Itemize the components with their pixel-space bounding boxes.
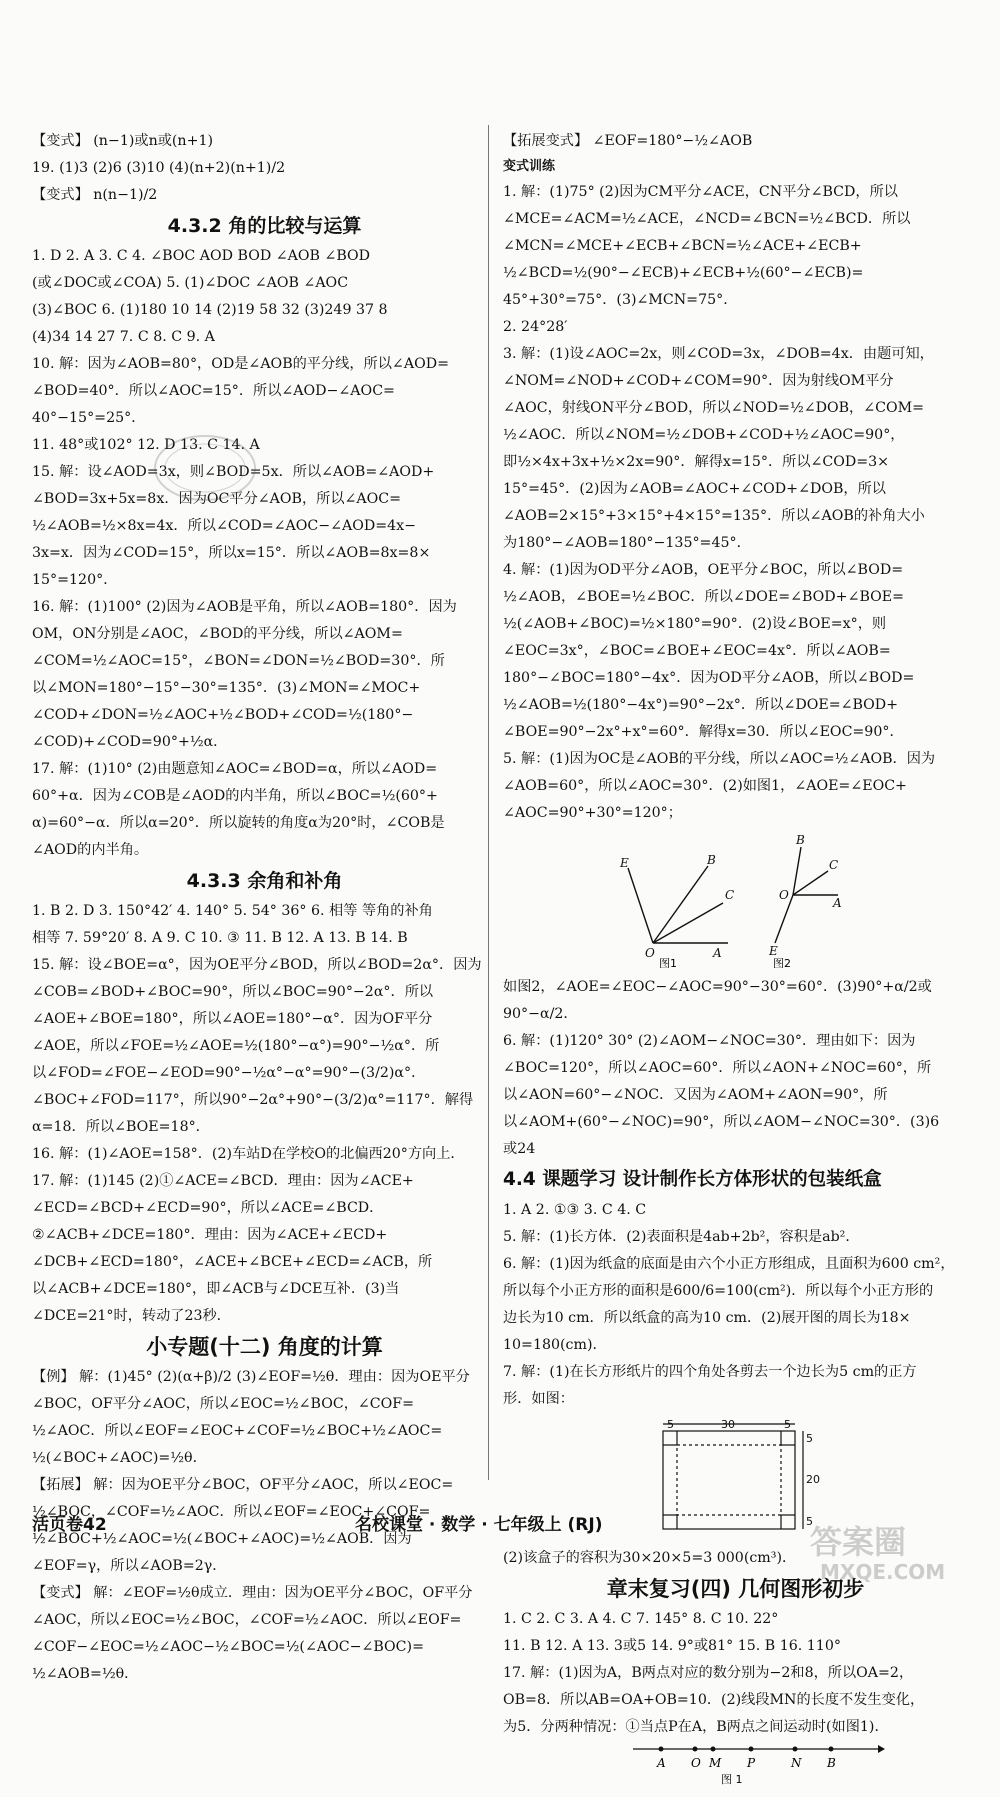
text-line: ∠BOC+∠FOD=117°，所以90°−2α°+90°−(3/2)α°=117°．解得 xyxy=(32,1092,474,1108)
number-line-label: B xyxy=(827,1756,836,1770)
text-line: 1. D 2. A 3. C 4. ∠BOC AOD BOD ∠AOB ∠BOD xyxy=(32,248,371,264)
number-line-arrow xyxy=(878,1745,885,1753)
text-line: ∠AOC=90°+30°=120°； xyxy=(503,805,682,821)
text-line: ∠BOD=40°．所以∠AOC=15°．所以∠AOD−∠AOC= xyxy=(32,383,395,399)
number-line-label: A xyxy=(657,1756,666,1770)
number-line-point xyxy=(693,1747,698,1752)
text-line: ½∠AOC．所以∠NOM=½∠DOB+∠COD+½∠AOC=90°， xyxy=(503,427,905,443)
section-4-3-3-body xyxy=(32,898,497,1330)
text-line: ②∠ACB+∠DCE=180°．理由：因为∠ACE+∠ECD+ xyxy=(32,1227,388,1243)
fig2-ray-oc xyxy=(793,871,828,895)
text-line: ∠ECD=∠BCD+∠ECD=90°，所以∠ACE=∠BCD． xyxy=(32,1200,384,1216)
fig2-label-b: B xyxy=(796,833,805,847)
text-line: 【变式】 n(n−1)/2 xyxy=(32,187,158,203)
text-line: 5. 解：(1)因为OC是∠AOB的平分线，所以∠AOC=½∠AOB．因为 xyxy=(503,751,936,767)
number-line-label: N xyxy=(791,1756,802,1770)
fig2-label-o: O xyxy=(779,888,789,902)
text-line: α=18．所以∠BOE=18°． xyxy=(32,1119,210,1135)
text-line: 边长为10 cm．所以纸盒的高为10 cm．(2)展开图的周长为18× xyxy=(503,1310,911,1326)
text-line: ∠DCB+∠ECD=180°，∠ACE+∠BCE+∠ECD=∠ACB，所 xyxy=(32,1254,433,1270)
text-line: 以∠AON=60°−∠NOC．又因为∠AOM+∠AON=90°，所 xyxy=(503,1087,888,1103)
text-line: ½∠BOC，∠COF=½∠AOC．所以∠EOF=∠EOC+∠COF= xyxy=(32,1504,431,1520)
box-base-dashed xyxy=(677,1445,781,1515)
text-line: 6. 解：(1)120° 30° (2)∠AOM−∠NOC=30°．理由如下：因为 xyxy=(503,1033,916,1049)
text-line: 1. C 2. C 3. A 4. C 7. 145° 8. C 10. 22° xyxy=(503,1611,779,1627)
text-line: ½∠AOC．所以∠EOF=∠EOC+∠COF=½∠BOC+½∠AOC= xyxy=(32,1423,443,1439)
text-line: 所以每个小正方形的面积是600/6=100(cm²)．所以每个小正方形的 xyxy=(503,1283,934,1299)
site-logo-watermark xyxy=(800,1515,975,1585)
number-line-label: O xyxy=(691,1756,701,1770)
fig2-label-e: E xyxy=(769,944,778,958)
text-line: 【例】 解：(1)45° (2)(α+β)/2 (3)∠EOF=½θ．理由：因为OE平分 xyxy=(32,1369,470,1385)
section-title-4-4: 4.4 课题学习 设计制作长方体形状的包装纸盒 xyxy=(503,1169,882,1190)
text-line: 1. 解：(1)75° (2)因为CM平分∠ACE，CN平分∠BCD，所以 xyxy=(503,184,898,200)
stamp-watermark xyxy=(150,430,260,505)
text-line: 【变式】 (n−1)或n或(n+1) xyxy=(32,133,214,149)
section-4-4-volume-line: (2)该盒子的容积为30×20×5=3 000(cm³)． xyxy=(503,1550,797,1566)
text-line: ½(∠BOC+∠AOC)=½θ． xyxy=(32,1450,207,1466)
angle-figures xyxy=(503,833,968,968)
text-line: ∠BOE=90°−2x°+x°=60°．解得x=30．所以∠EOC=90°． xyxy=(503,724,904,740)
fig1-label-b: B xyxy=(707,853,716,867)
dim-label-30: 30 xyxy=(721,1419,735,1431)
text-line: 90°−α/2． xyxy=(503,1006,578,1022)
text-line: 以∠MON=180°−15°−30°=135°．(3)∠MON=∠MOC+ xyxy=(32,680,421,696)
number-line-figure xyxy=(503,1741,968,1787)
text-line: 为180°−∠AOB=180°−135°=45°． xyxy=(503,535,751,551)
fig1-caption: 图1 xyxy=(659,957,677,968)
text-line: ½∠BCD=½(90°−∠ECB)+∠ECB+½(60°−∠ECB)= xyxy=(503,265,864,281)
text-line: 15°=45°．(2)因为∠AOB=∠AOC+∠COD+∠DOB，所以 xyxy=(503,481,886,497)
text-line: ∠MCN=∠MCE+∠ECB+∠BCN=½∠ACE+∠ECB+ xyxy=(503,238,862,254)
section-title-4-3-2: 4.3.2 角的比较与运算 xyxy=(167,215,362,237)
fig2-ray-ob xyxy=(793,847,801,895)
watermark-text-cn: 答案圈 xyxy=(810,1523,907,1561)
text-line: ∠AOB=60°，所以∠AOC=30°．(2)如图1，∠AOE=∠EOC+ xyxy=(503,778,907,794)
number-line-point xyxy=(711,1747,716,1752)
text-line: 3x=x．因为∠COD=15°，所以x=15°．所以∠AOB=8x=8× xyxy=(32,545,431,561)
text-line: 1. B 2. D 3. 150°42′ 4. 140° 5. 54° 36° 6. 相等 等角的补角 xyxy=(32,903,433,919)
number-line-label: M xyxy=(709,1756,722,1770)
text-line: 或24 xyxy=(503,1141,536,1157)
text-line: ∠MCE=∠ACM=½∠ACE，∠NCD=∠BCN=½∠BCD．所以 xyxy=(503,211,911,227)
right-top-lines xyxy=(503,128,968,155)
text-line: ∠AOB=2×15°+3×15°+4×15°=135°．所以∠AOB的补角大小 xyxy=(503,508,925,524)
text-line: ∠BOC=120°，所以∠AOC=60°．所以∠AON+∠NOC=60°，所 xyxy=(503,1060,932,1076)
text-line: 19. (1)3 (2)6 (3)10 (4)(n+2)(n+1)/2 xyxy=(32,160,286,176)
text-line: 4. 解：(1)因为OD平分∠AOB，OE平分∠BOC，所以∠BOD= xyxy=(503,562,904,578)
text-line: 6. 解：(1)因为纸盒的底面是由六个小正方形组成，且面积为600 cm²， xyxy=(503,1256,955,1272)
text-line: (3)∠BOC 6. (1)180 10 14 (2)19 58 32 (3)249 37 8 xyxy=(32,302,388,318)
figure-1 xyxy=(628,866,728,943)
text-line: 以∠FOD=∠FOE−∠EOD=90°−½α°−α°=90°−(3/2)α°． xyxy=(32,1065,426,1081)
text-line: 11. 48°或102° 12. D 13. C 14. A xyxy=(32,437,260,453)
text-line: ∠AOE，所以∠FOE=½∠AOE=½(180°−α°)=90°−½α°．所 xyxy=(32,1038,440,1054)
section-title-4-3-3: 4.3.3 余角和补角 xyxy=(186,870,343,892)
fig1-ray-oe xyxy=(628,868,653,943)
section-title-special-12: 小专题(十二) 角度的计算 xyxy=(146,1335,383,1359)
number-line-caption: 图 1 xyxy=(721,1773,743,1786)
text-line: ∠BOD=3x+5x=8x．因为OC平分∠AOB，所以∠AOC= xyxy=(32,491,402,507)
text-line: 15. 解：设∠AOD=3x，则∠BOD=5x．所以∠AOB=∠AOD+ xyxy=(32,464,435,480)
text-line: 15°=120°． xyxy=(32,572,118,588)
text-line: 10. 解：因为∠AOB=80°，OD是∠AOB的平分线，所以∠AOD= xyxy=(32,356,449,372)
text-line: ½(∠AOB+∠BOC)=½×180°=90°．(2)设∠BOE=x°，则 xyxy=(503,616,887,632)
text-line: 即½×4x+3x+½×2x=90°．解得x=15°．所以∠COD=3× xyxy=(503,454,890,470)
text-line: 180°−∠BOC=180°−4x°．因为OD平分∠AOB，所以∠BOD= xyxy=(503,670,915,686)
paper-sheet xyxy=(663,1431,795,1529)
dim-label-5-top: 5 xyxy=(806,1432,813,1445)
dim-label-5-left: 5 xyxy=(667,1419,674,1431)
dim-label-5-right: 5 xyxy=(784,1419,791,1431)
fig1-label-a: A xyxy=(713,946,722,960)
text-line: OM，ON分别是∠AOC，∠BOD的平分线，所以∠AOM= xyxy=(32,626,403,642)
number-line-svg xyxy=(503,1741,968,1787)
text-line: 【拓展变式】 ∠EOF=180°−½∠AOB xyxy=(503,133,753,149)
fig1-ray-ob xyxy=(653,866,708,943)
fig1-label-c: C xyxy=(725,888,735,902)
footer-page-label: 活页卷42 xyxy=(32,1515,107,1535)
angle-figure-svg xyxy=(503,833,968,968)
number-line-point xyxy=(659,1747,664,1752)
text-line: ∠COD+∠DON=½∠AOC+½∠BOD+∠COD=½(180°− xyxy=(32,707,414,723)
text-line: 15. 解：设∠BOE=α°，因为OE平分∠BOD，所以∠BOD=2α°．因为 xyxy=(32,957,482,973)
text-line: 45°+30°=75°．(3)∠MCN=75°． xyxy=(503,292,738,308)
text-line: 1. A 2. ①③ 3. C 4. C xyxy=(503,1202,647,1218)
variant-training-body xyxy=(503,179,968,827)
text-line: 以∠AOM+(60°−∠NOC)=90°，所以∠AOM−∠NOC=30°．(3)6 xyxy=(503,1114,940,1130)
text-line: 3. 解：(1)设∠AOC=2x，则∠COD=3x，∠DOB=4x．由题可知， xyxy=(503,346,934,362)
fig2-caption: 图2 xyxy=(773,957,791,968)
text-line: 17. 解：(1)145 (2)①∠ACE=∠BCD．理由：因为∠ACE+ xyxy=(32,1173,414,1189)
text-line: ∠COF−∠EOC=½∠AOC−½∠BOC=½(∠AOC−∠BOC)= xyxy=(32,1639,424,1655)
text-line: 5. 解：(1)长方体．(2)表面积是4ab+2b²，容积是ab²． xyxy=(503,1229,860,1245)
text-line: α)=60°−α．所以α=20°．所以旋转的角度α为20°时，∠COB是 xyxy=(32,815,445,831)
fig2-label-c: C xyxy=(829,858,839,872)
text-line: ∠COB=∠BOD+∠BOC=90°，所以∠BOC=90°−2α°．所以 xyxy=(32,984,434,1000)
variant-training-body-2 xyxy=(503,974,968,1163)
left-column xyxy=(32,128,497,1688)
text-line: ∠NOM=∠NOD+∠COD+∠COM=90°．因为射线OM平分 xyxy=(503,373,894,389)
text-line: ∠AOD的内半角。 xyxy=(32,842,149,858)
fig1-ray-oc xyxy=(653,903,723,943)
dim-label-5-bottom: 5 xyxy=(806,1515,813,1528)
text-line: 16. 解：(1)∠AOE=158°．(2)车站D在学校O的北偏西20°方向上． xyxy=(32,1146,465,1162)
text-line: 形．如图： xyxy=(503,1391,574,1407)
number-line-point xyxy=(749,1747,754,1752)
text-line: ½∠AOB，∠BOE=½∠BOC．所以∠DOE=∠BOD+∠BOE= xyxy=(503,589,905,605)
text-line: ½∠AOB=½×8x=4x．所以∠COD=∠AOC−∠AOD=4x− xyxy=(32,518,417,534)
text-line: ∠AOC，所以∠EOC=½∠BOC，∠COF=½∠AOC．所以∠EOF= xyxy=(32,1612,462,1628)
text-line: 60°+α．因为∠COB是∠AOD的内半角，所以∠BOC=½(60°+ xyxy=(32,788,438,804)
section-4-3-2-body xyxy=(32,243,497,864)
text-line: 【拓展】 解：因为OE平分∠BOC，OF平分∠AOC，所以∠EOC= xyxy=(32,1477,454,1493)
text-line: 16. 解：(1)100° (2)因为∠AOB是平角，所以∠AOB=180°．因为 xyxy=(32,599,457,615)
fig2-ray-oe xyxy=(775,895,793,943)
text-line: ∠EOC=3x°，∠BOC=∠BOE+∠EOC=4x°．所以∠AOB= xyxy=(503,643,891,659)
review-body xyxy=(503,1606,968,1741)
text-line: ½∠AOB=½θ． xyxy=(32,1666,139,1682)
text-line: 2. 24°28′ xyxy=(503,319,568,335)
footer-book-title: 名校课堂 · 数学 · 七年级上 (RJ) xyxy=(355,1515,603,1535)
number-line-point xyxy=(793,1747,798,1752)
text-line: 以∠ACB+∠DCE=180°，即∠ACB与∠DCE互补．(3)当 xyxy=(32,1281,400,1297)
text-line: 为5．分两种情况：①当点P在A，B两点之间运动时(如图1)． xyxy=(503,1719,889,1735)
text-line: 17. 解：(1)10° (2)由题意知∠AOC=∠BOD=α，所以∠AOD= xyxy=(32,761,438,777)
number-line-label: P xyxy=(747,1756,756,1770)
left-top-lines xyxy=(32,128,497,209)
subsection-title: 变式训练 xyxy=(503,159,556,174)
text-line: ∠COM=½∠AOC=15°，∠BON=∠DON=½∠BOD=30°．所 xyxy=(32,653,445,669)
text-line: ∠AOE+∠BOE=180°，所以∠AOE=180°−α°．因为OF平分 xyxy=(32,1011,433,1027)
section-4-4-body xyxy=(503,1197,968,1413)
fig1-label-e: E xyxy=(620,856,629,870)
number-line-point xyxy=(829,1747,834,1752)
text-line: ∠AOC，射线ON平分∠BOD，所以∠NOD=½∠DOB，∠COM= xyxy=(503,400,924,416)
text-line: 17. 解：(1)因为A，B两点对应的数分别为−2和8，所以OA=2， xyxy=(503,1665,914,1681)
text-line: ∠DCE=21°时，转动了23秒． xyxy=(32,1308,231,1324)
fig1-label-o: O xyxy=(645,946,655,960)
text-line: ∠EOF=γ，所以∠AOB=2γ． xyxy=(32,1558,227,1574)
fig2-label-a: A xyxy=(833,896,842,910)
text-line: ∠COD)+∠COD=90°+½α． xyxy=(32,734,228,750)
text-line: ½∠AOB=½(180°−4x°)=90°−2x°．所以∠DOE=∠BOD+ xyxy=(503,697,899,713)
text-line: ½∠BOC+½∠AOC=½(∠BOC+∠AOC)=½∠AOB．因为 xyxy=(32,1531,412,1547)
text-line: 40°−15°=25°． xyxy=(32,410,146,426)
text-line: ∠BOC，OF平分∠AOC，所以∠EOC=½∠BOC，∠COF= xyxy=(32,1396,415,1412)
text-line: 如图2，∠AOE=∠EOC−∠AOC=90°−30°=60°．(3)90°+α/2或 xyxy=(503,979,932,995)
text-line: (4)34 14 27 7. C 8. C 9. A xyxy=(32,329,215,345)
text-line: 【变式】 解：∠EOF=½θ成立．理由：因为OE平分∠BOC，OF平分 xyxy=(32,1585,473,1601)
text-line: OB=8．所以AB=OA+OB=10．(2)线段MN的长度不发生变化， xyxy=(503,1692,925,1708)
text-line: 11. B 12. A 13. 3或5 14. 9°或81° 15. B 16. 110° xyxy=(503,1638,841,1654)
text-line: 7. 解：(1)在长方形纸片的四个角处各剪去一个边长为5 cm的正方 xyxy=(503,1364,917,1380)
watermark-text-url: MXQE.COM xyxy=(820,1560,946,1584)
text-line: 10=180(cm)． xyxy=(503,1337,607,1353)
dim-label-20: 20 xyxy=(806,1473,820,1486)
text-line: 相等 7. 59°20′ 8. A 9. C 10. ③ 11. B 12. A 13. B 14. B xyxy=(32,930,408,946)
text-line: (或∠DOC或∠COA) 5. (1)∠DOC ∠AOB ∠AOC xyxy=(32,275,349,291)
section-title-review: 章末复习(四) 几何图形初步 xyxy=(606,1577,865,1601)
